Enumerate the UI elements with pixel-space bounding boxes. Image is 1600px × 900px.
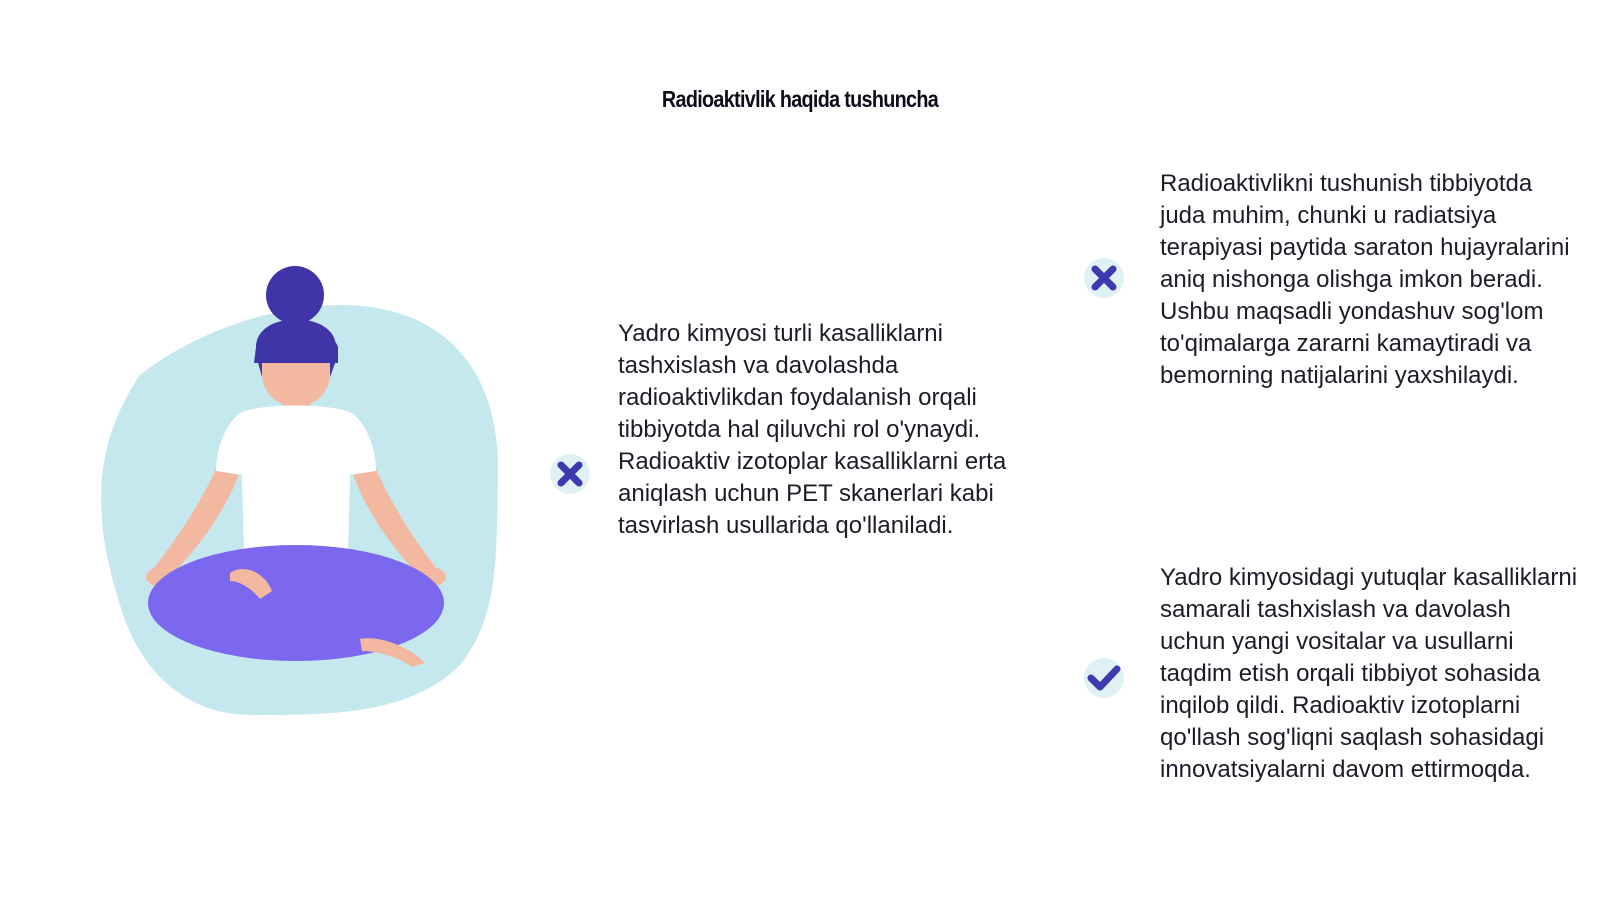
- cross-icon: [548, 452, 592, 496]
- point-text-radiation-therapy: Radioaktivlikni tushunish tibbiyotda juda muhim, chunki u radiatsiya terapiyasi paytida saraton hujayralarini aniq nishonga olishga imkon beradi. Ushbu maqsadli yondashuv sog'lom to'qimalarga zararni kamaytiradi va bemorning natijalarini yaxshilaydi.: [1160, 170, 1570, 389]
- point-text-diagnosis: Yadro kimyosi turli kasalliklarni tashxislash va davolashda radioaktivlikdan foydalanish orqali tibbiyotda hal qiluvchi rol o'ynaydi. Radioaktiv izotoplar kasalliklarni erta aniqlash uchun PET skanerlari kabi tasvirlash usullarida qo'llaniladi.: [618, 320, 1007, 539]
- check-icon: [1082, 656, 1126, 700]
- hair-bun: [266, 266, 324, 324]
- point-text-advances: Yadro kimyosidagi yutuqlar kasalliklarni samarali tashxislash va davolash uchun yangi vositalar va usullarni taqdim etish orqali tibbiyot sohasida inqilob qildi. Radioaktiv izotoplarni qo'llash sog'liqni saqlash sohasidagi innovatsiyalarni davom ettirmoqda.: [1160, 564, 1578, 783]
- meditating-woman-illustration: [80, 255, 520, 735]
- pants: [148, 545, 444, 661]
- slide-title: Radioaktivlik haqida tushuncha: [661, 86, 939, 112]
- cross-icon: [1082, 256, 1126, 300]
